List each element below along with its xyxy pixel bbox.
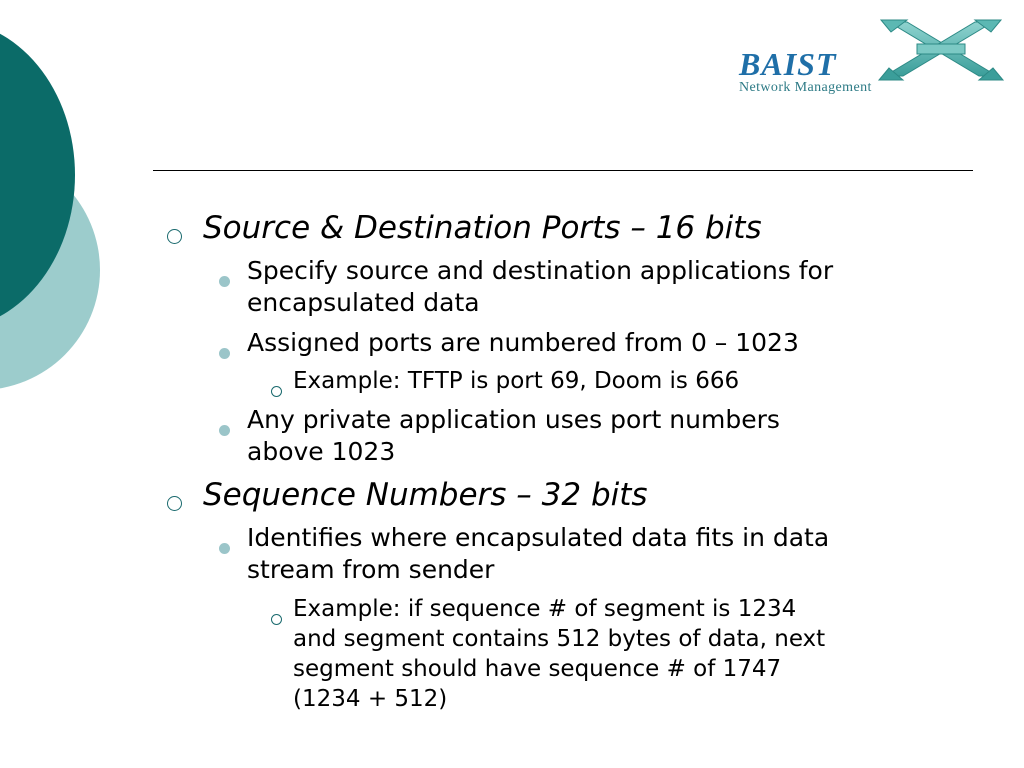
logo-title: BAIST <box>739 46 837 82</box>
ring-bullet-icon <box>167 490 182 522</box>
dot-bullet-icon <box>219 266 230 298</box>
bullet-text: Source & Destination Ports – 16 bits <box>203 210 762 246</box>
bullet-text-line: encapsulated data <box>247 288 480 317</box>
dot-bullet-icon <box>219 533 230 565</box>
bullet-text-line: (1234 + 512) <box>293 686 448 712</box>
bullet-text-line: and segment contains 512 bytes of data, next <box>293 626 826 652</box>
bullet-text: Assigned ports are numbered from 0 – 1023 <box>247 328 799 357</box>
bullet-text-line: above 1023 <box>247 437 396 466</box>
bullet-text-line: Example: if sequence # of segment is 1234 <box>293 596 797 622</box>
bullet-text-line: Specify source and destination applications for <box>247 256 834 285</box>
dot-bullet-icon <box>219 338 230 370</box>
bullet-text-line: Any private application uses port numbers <box>247 405 780 434</box>
bullet-text: Sequence Numbers – 32 bits <box>203 477 648 513</box>
ring-bullet-icon <box>271 604 282 636</box>
ring-bullet-icon <box>167 223 182 255</box>
logo-subtitle: Network Management <box>739 80 872 95</box>
bullet-text-line: segment should have sequence # of 1747 <box>293 656 782 682</box>
bullet-text: Example: TFTP is port 69, Doom is 666 <box>293 368 740 394</box>
bullet-text-line: Identifies where encapsulated data fits in data <box>247 523 830 552</box>
dot-bullet-icon <box>219 415 230 447</box>
bullet-text-line: stream from sender <box>247 555 495 584</box>
